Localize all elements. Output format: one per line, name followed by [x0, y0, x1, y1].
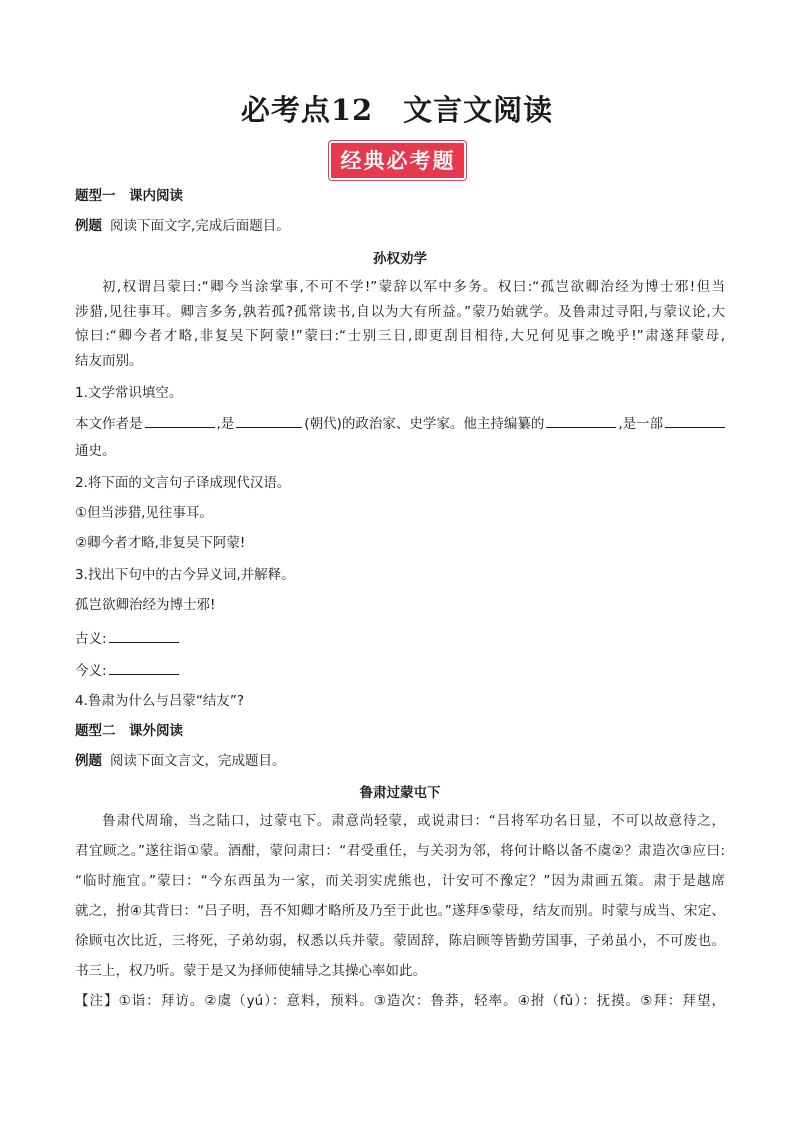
section2-example-label: 例题	[75, 753, 102, 769]
passage2-line: 鲁肃代周瑜，当之陆口，过蒙屯下。肃意尚轻蒙，或说肃曰：“吕将军功名日显，不可以故意待之，	[102, 813, 725, 829]
question1-label: 1.文学常识填空。	[75, 385, 183, 401]
section2-example-text: 阅读下面文言文，完成题目。	[110, 753, 286, 769]
question1-fill	[75, 413, 725, 434]
section2-example	[75, 751, 725, 771]
q1-author-blank[interactable]	[145, 413, 215, 428]
question2-label: 2.将下面的文言句子译成现代汉语。	[75, 475, 291, 491]
annotation-note: 【注】①诣：拜访。②虞（yú）：意料，预料。③造次：鲁莽，轻率。④拊（fǔ）：抚摸。⑤拜：拜望，	[75, 993, 725, 1009]
question2-item: ①但当涉猎,见往事耳。	[75, 505, 213, 521]
passage1-line: 初,权谓吕蒙曰:“卿今当涂掌事,不可不学!”蒙辞以军中多务。权曰:“孤岂欲卿治经为博士邪!但当	[102, 279, 725, 295]
modern-meaning-blank[interactable]	[109, 660, 179, 675]
question3-sentence: 孤岂欲卿治经为博士邪!	[75, 597, 216, 613]
passage2-title: 鲁肃过蒙屯下	[359, 785, 441, 801]
ancient-meaning-label: 古义:	[75, 631, 107, 647]
question3-label: 3.找出下句中的古今异义词,并解释。	[75, 567, 295, 583]
classic-badge: 经典必考题	[329, 141, 466, 180]
section2-heading: 题型二 课外阅读	[75, 723, 183, 739]
passage2-line: 就之，拊④其背曰：“吕子明，吾不知卿才略所及乃至于此也。”遂拜⑤蒙母，结友而别。时蒙与成当、宋定、	[75, 903, 725, 919]
question4-label: 4.鲁肃为什么与吕蒙“结友”?	[75, 693, 245, 709]
question3-modern	[75, 660, 725, 681]
section1-heading: 题型一 课内阅读	[75, 188, 183, 204]
passage2-line: “临时施宜。”蒙曰：“今东西虽为一家，而关羽实虎熊也，计安可不豫定？”因为肃画五策。肃于是越席	[75, 873, 725, 889]
q1-type-blank[interactable]	[665, 413, 725, 428]
q1-dynasty-blank[interactable]	[236, 413, 302, 428]
question3-ancient	[75, 628, 725, 649]
ancient-meaning-blank[interactable]	[109, 628, 179, 643]
q1-seg3: (朝代)的政治家、史学家。他主持编纂的	[304, 416, 545, 432]
question2-item: ②卿今者才略,非复吴下阿蒙!	[75, 535, 246, 551]
page-title: 必考点12 文言文阅读	[240, 93, 554, 127]
modern-meaning-label: 今义:	[75, 663, 107, 679]
passage2-line: 徐顾屯次比近，三将死，子弟幼弱，权悉以兵并蒙。蒙固辞，陈启顾等皆勤劳国事，子弟虽小，不可废也。	[75, 933, 725, 949]
passage1-line: 惊曰:“卿今者才略,非复吴下阿蒙!”蒙曰:“士别三日,即更刮目相待,大兄何见事之晚乎!”肃遂拜蒙母,	[75, 328, 725, 344]
q1-seg5: 通史。	[75, 443, 116, 459]
badge-container	[0, 141, 794, 180]
passage1-line: 结友而别。	[75, 353, 143, 369]
passage1-line: 涉猎,见往事耳。卿言多务,孰若孤?孤常读书,自以为大有所益。”蒙乃始就学。及鲁肃过寻阳,与蒙议论,大	[75, 304, 725, 320]
q1-book-blank[interactable]	[546, 413, 616, 428]
passage1-title: 孙权劝学	[373, 251, 427, 267]
passage2-line: 君宜顾之。”遂往诣①蒙。酒酣，蒙问肃曰：“君受重任，与关羽为邻，将何计略以备不虞②？肃造次③应曰:	[75, 843, 725, 859]
section1-example-label: 例题	[75, 218, 102, 234]
passage2-line: 书三上，权乃听。蒙于是又为择师使辅导之其操心率如此。	[75, 963, 426, 979]
section1-example-text: 阅读下面文字,完成后面题目。	[110, 218, 290, 234]
q1-seg4: ,是一部	[618, 416, 664, 432]
q1-seg2: ,是	[216, 416, 235, 432]
section1-example	[75, 216, 725, 236]
q1-seg1: 本文作者是	[75, 416, 143, 432]
